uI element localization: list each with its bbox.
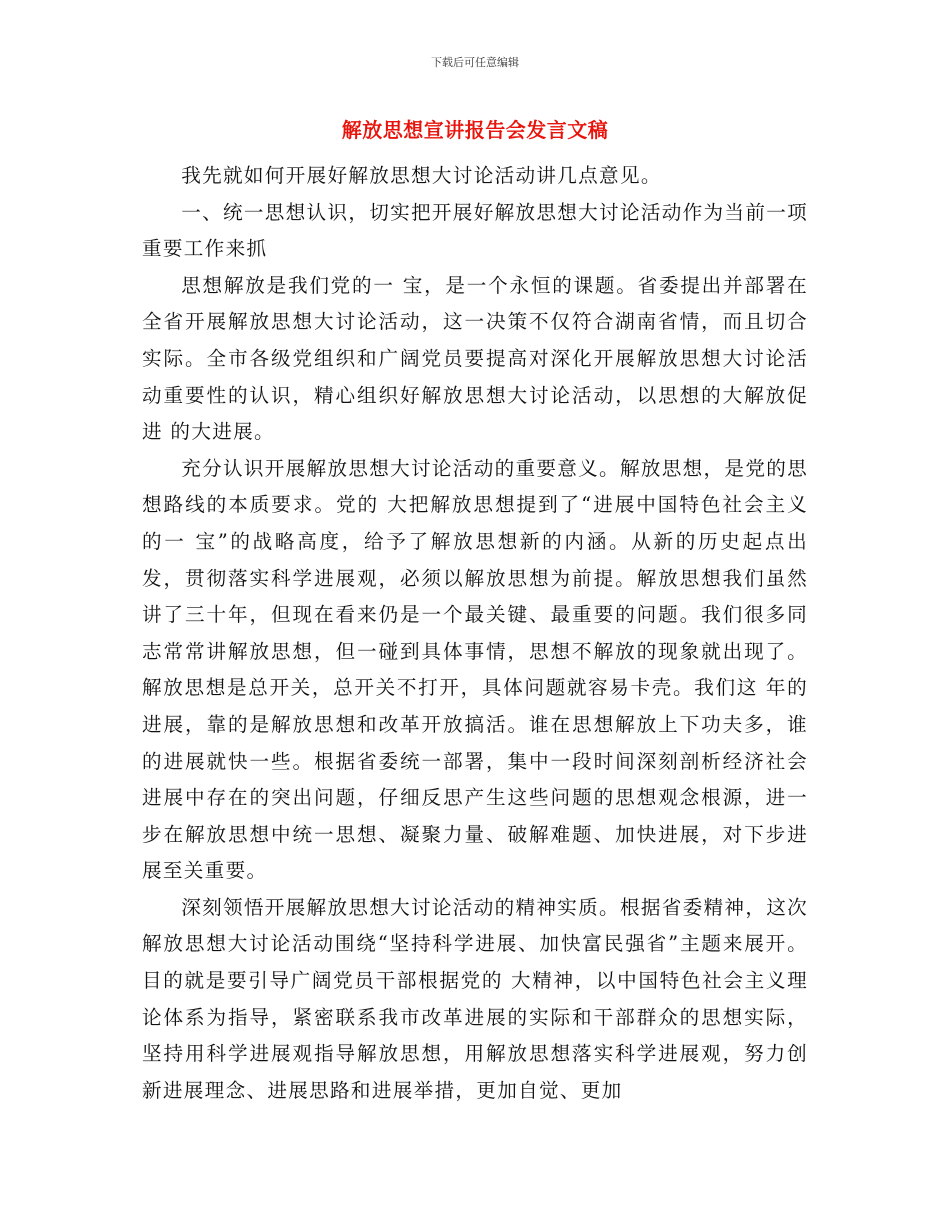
paragraph: 充分认识开展解放思想大讨论活动的重要意义。解放思想，是党的思想路线的本质要求。党的 大把解放思想提到了“进展中国特色社会主义的一 宝”的战略高度，给予了解放思想新的内涵。从新的历史起点出发，贯彻落实科学进展观，必须以解放思想为前提。解放思想我们虽然讲了三十年，但现在看来仍是一个最关键、最重要的问题。我们很多同志常常讲解放思想，但一碰到具体事情，思想不解放的现象就出现了。解放思想是总开关，总开关不打开，具体问题就容易卡壳。我们这 年的进展，靠的是解放思想和改革开放搞活。谁在思想解放上下功夫多，谁的进展就快一些。根据省委统一部署，集中一段时间深刻剖析经济社会进展中存在的突出问题，仔细反思产生这些问题的思想观念根源，进一步在解放思想中统一思想、凝聚力量、破解难题、加快进展，对下步进展至关重要。 [142,456,808,883]
document-body [142,158,808,1109]
header-note: 下载后可任意编辑 [431,56,519,69]
paragraph: 我先就如何开展好解放思想大讨论活动讲几点意见。 [181,164,662,187]
paragraph: 深刻领悟开展解放思想大讨论活动的精神实质。根据省委精神，这次解放思想大讨论活动围绕“坚持科学进展、加快富民强省”主题来展开。目的就是要引导广阔党员干部根据党的 大精神，以中国特色社会主义理论体系为指导，紧密联系我市改革进展的实际和干部群众的思想实际，坚持用科学进展观指导解放思想，用解放思想落实科学进展观，努力创新进展理念、进展思路和进展举措，更加自觉、更加 [142,895,808,1102]
paragraph: 思想解放是我们党的一 宝，是一个永恒的课题。省委提出并部署在全省开展解放思想大讨论活动，这一决策不仅符合湖南省情，而且切合 实际。全市各级党组织和广阔党员要提高对深化开展解放思想大讨论活动重要性的认识，精心组织好解放思想大讨论活动，以思想的大解放促进 的大进展。 [142,273,808,444]
document-title: 解放思想宣讲报告会发言文稿 [341,118,609,142]
paragraph: 一、统一思想认识，切实把开展好解放思想大讨论活动作为当前一项重要工作来抓 [142,200,808,261]
